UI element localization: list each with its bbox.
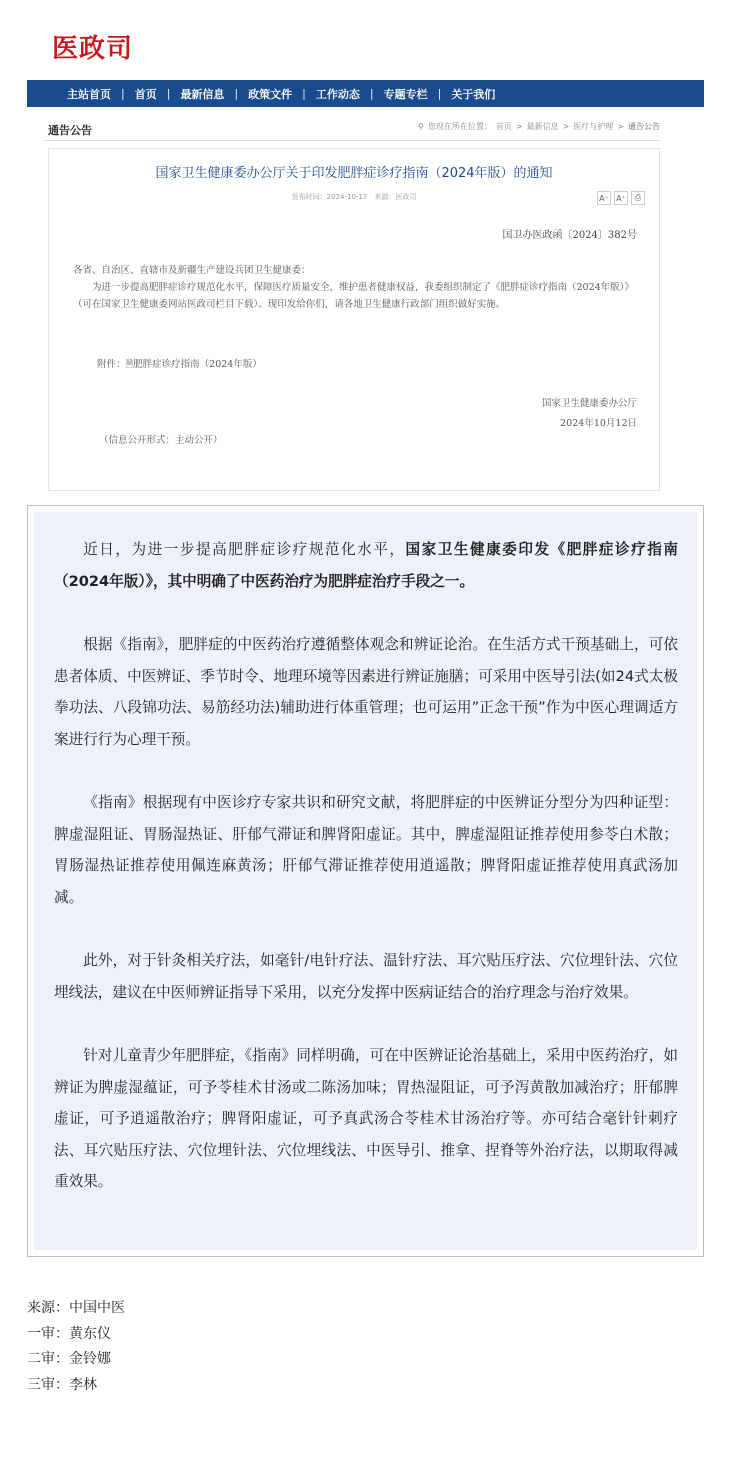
credit-value: 金铃娜 — [69, 1351, 111, 1367]
nav-policy[interactable]: 政策文件 — [248, 87, 293, 101]
credit-review-1 — [27, 1322, 125, 1348]
font-increase-icon[interactable]: A⁺ — [614, 191, 628, 205]
section-title: 通告公告 — [48, 124, 92, 137]
credit-label: 二审： — [27, 1351, 69, 1367]
article-paragraph: 根据《指南》，肥胖症的中医药治疗遵循整体观念和辨证论治。在生活方式干预基础上，可依患者体质、中医辨证、季节时令、地理环境等因素进行辨证施膳；可采用中医导引法(如24式太极拳功法、八段锦功法、易筋经功法)辅助进行体重管理；也可运用”正念干预”作为中医心理调适方案进行行为心理干预。 — [54, 636, 678, 748]
article-paragraph: 此外，对于针灸相关疗法，如毫针/电针疗法、温针疗法、耳穴贴压疗法、穴位埋针法、穴位埋线法，建议在中医师辨证指导下采用，以充分发挥中医病证结合的治疗理念与治疗效果。 — [54, 952, 678, 1001]
document-number: 国卫办医政函〔2024〕382号 — [502, 230, 637, 241]
article-paragraph: 《指南》根据现有中医诊疗专家共识和研究文献，将肥胖症的中医辨证分型分为四种证型：脾虚湿阻证、胃肠湿热证、肝郁气滞证和脾肾阳虚证。其中，脾虚湿阻证推荐使用参苓白术散；胃肠湿热证推荐使用佩连麻黄汤；肝郁气滞证推荐使用逍遥散；脾肾阳虚证推荐使用真武汤加减。 — [54, 794, 678, 906]
credit-value: 中国中医 — [69, 1300, 125, 1316]
notice-title: 国家卫生健康委办公厅关于印发肥胖症诊疗指南（2024年版）的通知 — [155, 166, 553, 181]
main-nav — [27, 80, 704, 107]
credit-label: 三审： — [27, 1376, 69, 1393]
nav-about[interactable]: 关于我们 — [451, 87, 496, 101]
credit-value: 黄东仪 — [69, 1325, 111, 1342]
nav-separator: | — [437, 87, 442, 100]
notice-tools — [597, 191, 645, 205]
notice-disclosure: （信息公开形式：主动公开） — [99, 435, 223, 446]
credit-review-3 — [27, 1373, 125, 1399]
breadcrumb-sep: > — [617, 122, 624, 131]
credit-value: 李林 — [69, 1376, 97, 1393]
nav-work[interactable]: 工作动态 — [315, 87, 360, 101]
notice-date: 2024年10月12日 — [560, 418, 637, 429]
article-credits — [27, 1296, 125, 1398]
credit-label: 来源： — [27, 1300, 69, 1316]
article-panel — [34, 512, 697, 1250]
credit-label: 一审： — [27, 1325, 69, 1342]
breadcrumb-sep: > — [562, 122, 570, 131]
article-paragraph: 针对儿童青少年肥胖症，《指南》同样明确，可在中医辨证论治基础上，采用中医药治疗，如辨证为脾虚湿蕴证，可予苓桂术甘汤或二陈汤加味；胃热湿阻证，可予泻黄散加减治疗；肝郁脾虚证，可予逍遥散治疗；脾肾阳虚证，可予真武汤合苓桂术甘汤治疗等。亦可结合毫针针刺疗法、耳穴贴压疗法、穴位埋针法、穴位埋线法、中医导引、推拿、捏脊等外治疗法，以期取得减重效果。 — [54, 1047, 678, 1190]
credit-source — [27, 1296, 125, 1322]
file-icon: 🗎 — [125, 359, 134, 370]
breadcrumb — [418, 121, 660, 132]
location-icon: ⚲ — [418, 122, 424, 131]
nav-topics[interactable]: 专题专栏 — [383, 87, 428, 101]
attachment-link[interactable]: 肥胖症诊疗指南（2024年版） — [133, 359, 262, 370]
notice-card — [48, 148, 660, 491]
credit-review-2 — [27, 1347, 125, 1373]
article-box — [27, 505, 704, 1257]
nav-separator: | — [121, 87, 125, 100]
notice-meta: 发布时间：2024-10-17 来源：医政司 — [291, 193, 417, 201]
print-icon[interactable]: ⎙ — [631, 191, 645, 205]
breadcrumb-home[interactable]: 首页 — [495, 122, 512, 131]
breadcrumb-latest[interactable]: 最新信息 — [526, 122, 559, 131]
p1-bold: 国家卫生健康委印发《肥胖症诊疗指南（2024年版）》，其中明确了中医药治疗为肥胖症治疗手段之一。 — [54, 541, 678, 590]
section-divider — [45, 140, 660, 141]
font-decrease-icon[interactable]: A⁻ — [597, 191, 611, 205]
nav-separator: | — [369, 87, 374, 100]
nav-home-main[interactable]: 主站首页 — [67, 87, 111, 101]
breadcrumb-medical[interactable]: 医疗与护理 — [573, 122, 614, 131]
notice-attachment — [97, 356, 639, 373]
breadcrumb-label: 您现在所在位置： — [427, 122, 492, 131]
p1-normal: 近日，为进一步提高肥胖症诊疗规范化水平， — [83, 541, 406, 558]
attachment-label: 附件： — [97, 359, 126, 370]
nav-separator: | — [234, 87, 239, 100]
nav-home[interactable]: 首页 — [134, 87, 157, 101]
breadcrumb-sep: > — [515, 122, 523, 131]
section-header — [45, 118, 660, 140]
notice-issuer: 国家卫生健康委办公厅 — [541, 398, 637, 409]
nav-latest[interactable]: 最新信息 — [180, 87, 225, 101]
notice-body: 为进一步提高肥胖症诊疗规范化水平，保障医疗质量安全，维护患者健康权益，我委组织制定了《肥胖症诊疗指南（2024年版）》（可在国家卫生健康委网站医政司栏目下载）。现印发给你们，请各地卫生健康行政部门组织做好实施。 — [73, 282, 634, 310]
breadcrumb-current: 通告公告 — [628, 122, 660, 131]
nav-separator: | — [302, 87, 306, 100]
site-logo[interactable]: 医政司 — [52, 34, 134, 64]
notice-salutation: 各省、自治区、直辖市及新疆生产建设兵团卫生健康委： — [73, 265, 311, 276]
nav-separator: | — [166, 87, 171, 100]
article-paragraph — [54, 534, 678, 597]
